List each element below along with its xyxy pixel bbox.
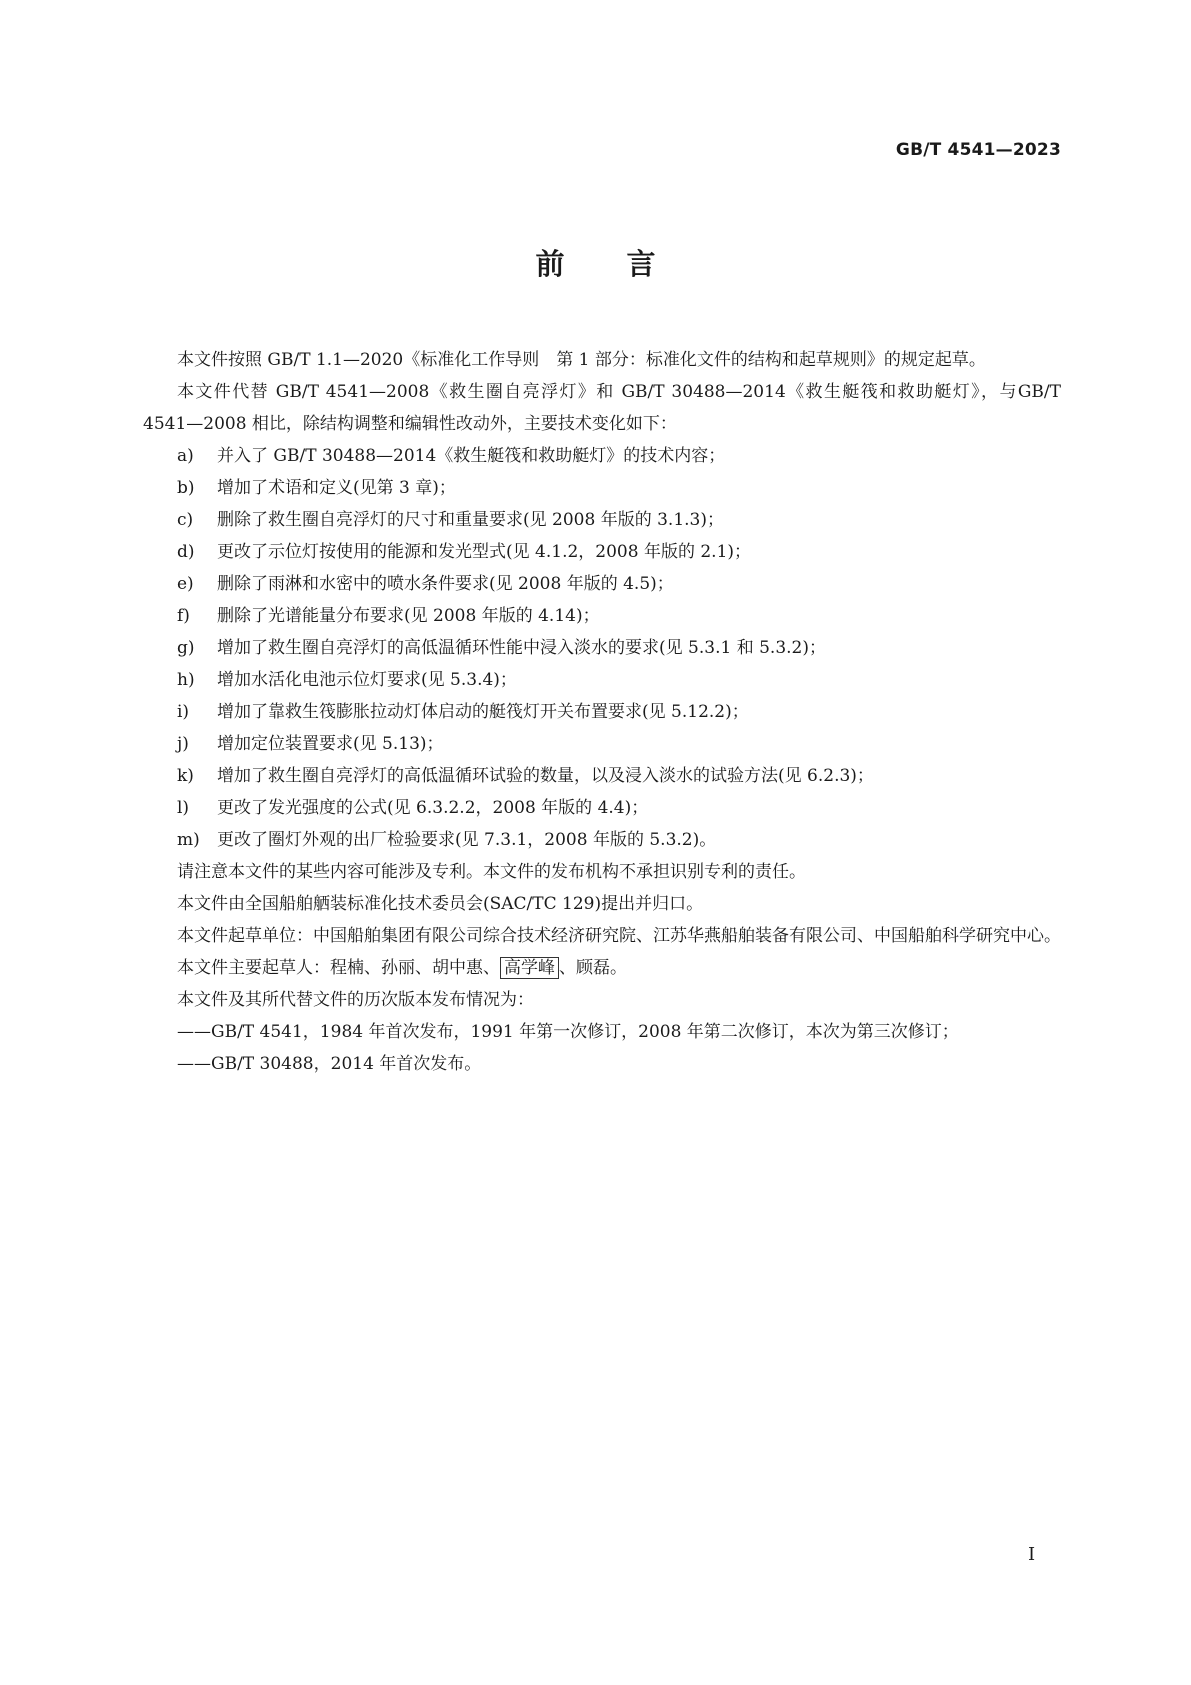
paragraph-committee: 本文件由全国船舶舾装标准化技术委员会(SAC/TC 129)提出并归口。 — [177, 894, 704, 914]
list-marker: l) — [177, 798, 190, 818]
list-marker: g) — [177, 638, 195, 658]
list-item — [143, 472, 1061, 504]
drafter-boxed-name: 高学峰 — [500, 957, 559, 979]
standard-code: GB/T 4541—2023 — [895, 140, 1061, 160]
list-marker: j) — [177, 734, 189, 754]
list-marker: c) — [177, 510, 194, 530]
list-marker: f) — [177, 606, 190, 626]
list-item — [143, 760, 1061, 792]
list-marker: h) — [177, 670, 195, 690]
list-marker: d) — [177, 542, 195, 562]
list-item — [143, 568, 1061, 600]
history-item: ——GB/T 4541，1984 年首次发布，1991 年第一次修订，2008 年第二次修订，本次为第三次修订； — [177, 1022, 959, 1042]
page-title — [0, 242, 1191, 283]
list-text: 删除了救生圈自亮浮灯的尺寸和重量要求(见 2008 年版的 3.1.3)； — [217, 510, 724, 530]
list-marker: a) — [177, 446, 194, 466]
title-char-2: 言 — [626, 247, 656, 281]
list-item — [143, 792, 1061, 824]
list-item — [143, 504, 1061, 536]
page-number: Ⅰ — [1028, 1544, 1036, 1565]
paragraph-replaces: 本文件代替 GB/T 4541—2008《救生圈自亮浮灯》和 GB/T 30488—2014《救生艇筏和救助艇灯》，与GB/T 4541—2008 相比，除结构调整和编辑性改动外，主要技术变化如下： — [143, 382, 1061, 434]
paragraph-patent-notice: 请注意本文件的某些内容可能涉及专利。本文件的发布机构不承担识别专利的责任。 — [177, 862, 806, 882]
list-text: 更改了发光强度的公式(见 6.3.2.2，2008 年版的 4.4)； — [217, 798, 649, 818]
paragraph-history-intro: 本文件及其所代替文件的历次版本发布情况为： — [177, 990, 534, 1010]
list-marker: i) — [177, 702, 190, 722]
list-marker: m) — [177, 830, 200, 850]
foreword-body — [143, 344, 1061, 1080]
list-text: 增加了术语和定义(见第 3 章)； — [217, 478, 456, 498]
history-item: ——GB/T 30488，2014 年首次发布。 — [177, 1054, 482, 1074]
list-text: 增加了靠救生筏膨胀拉动灯体启动的艇筏灯开关布置要求(见 5.12.2)； — [217, 702, 749, 722]
list-marker: e) — [177, 574, 194, 594]
drafters-prefix: 本文件主要起草人：程楠、孙丽、胡中惠、 — [177, 958, 500, 978]
list-text: 删除了光谱能量分布要求(见 2008 年版的 4.14)； — [217, 606, 600, 626]
paragraph-drafters — [143, 952, 1061, 984]
list-item — [143, 824, 1061, 856]
changes-list — [143, 440, 1061, 856]
list-text: 并入了 GB/T 30488—2014《救生艇筏和救助艇灯》的技术内容； — [217, 446, 726, 466]
list-item — [143, 600, 1061, 632]
list-text: 更改了示位灯按使用的能源和发光型式(见 4.1.2，2008 年版的 2.1)； — [217, 542, 752, 562]
list-item — [143, 440, 1061, 472]
list-item — [143, 664, 1061, 696]
list-text: 增加水活化电池示位灯要求(见 5.3.4)； — [217, 670, 517, 690]
list-item — [143, 632, 1061, 664]
list-text: 删除了雨淋和水密中的喷水条件要求(见 2008 年版的 4.5)； — [217, 574, 674, 594]
paragraph-drafting-rules: 本文件按照 GB/T 1.1—2020《标准化工作导则 第 1 部分：标准化文件的结构和起草规则》的规定起草。 — [177, 350, 986, 370]
list-item — [143, 536, 1061, 568]
drafters-suffix: 、顾磊。 — [559, 958, 627, 978]
list-item — [143, 728, 1061, 760]
list-text: 增加了救生圈自亮浮灯的高低温循环性能中浸入淡水的要求(见 5.3.1 和 5.3.2)； — [217, 638, 826, 658]
list-item — [143, 696, 1061, 728]
list-text: 更改了圈灯外观的出厂检验要求(见 7.3.1，2008 年版的 5.3.2)。 — [217, 830, 717, 850]
list-text: 增加了救生圈自亮浮灯的高低温循环试验的数量，以及浸入淡水的试验方法(见 6.2.3)； — [217, 766, 874, 786]
paragraph-drafting-units: 本文件起草单位：中国船舶集团有限公司综合技术经济研究院、江苏华燕船舶装备有限公司、中国船舶科学研究中心。 — [177, 926, 1061, 946]
title-char-1: 前 — [535, 247, 565, 281]
list-marker: k) — [177, 766, 194, 786]
list-text: 增加定位装置要求(见 5.13)； — [217, 734, 444, 754]
list-marker: b) — [177, 478, 195, 498]
